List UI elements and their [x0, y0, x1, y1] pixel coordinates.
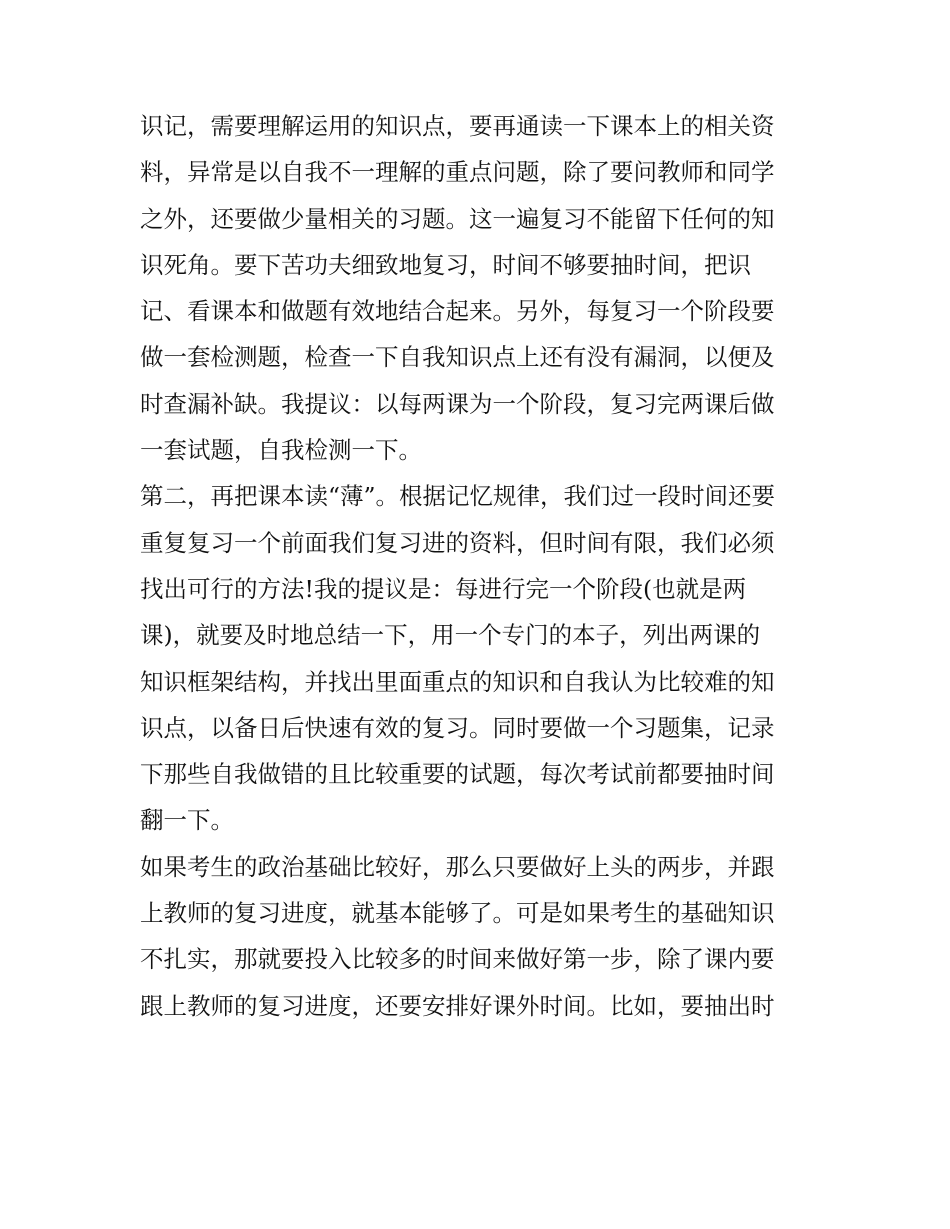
- text-line: 上教师的复习进度，就基本能够了。可是如果考生的基础知识: [140, 899, 775, 928]
- text-line: 识死角。要下苦功夫细致地复习，时间不够要抽时间，把识: [140, 250, 751, 279]
- text-line: 课)，就要及时地总结一下，用一个专门的本子，列出两课的: [140, 621, 761, 650]
- text-line: 料，异常是以自我不一理解的重点问题，除了要问教师和同学: [140, 158, 775, 187]
- text-line: 重复复习一个前面我们复习进的资料，但时间有限，我们必须: [140, 528, 775, 557]
- text-line: 不扎实，那就要投入比较多的时间来做好第一步，除了课内要: [140, 945, 775, 974]
- text-line: 知识框架结构，并找出里面重点的知识和自我认为比较难的知: [140, 667, 775, 696]
- text-line: 做一套检测题，检查一下自我知识点上还有没有漏洞，以便及: [140, 343, 775, 372]
- text-line: 翻一下。: [140, 806, 234, 835]
- body-text: [140, 103, 820, 1029]
- text-line: 跟上教师的复习进度，还要安排好课外时间。比如，要抽出时: [140, 991, 775, 1020]
- text-line: 记、看课本和做题有效地结合起来。另外，每复习一个阶段要: [140, 297, 775, 326]
- text-line: 如果考生的政治基础比较好，那么只要做好上头的两步，并跟: [140, 852, 775, 881]
- text-line: 一套试题，自我检测一下。: [140, 436, 422, 465]
- text-line: 之外，还要做少量相关的习题。这一遍复习不能留下任何的知: [140, 204, 775, 233]
- text-line: 下那些自我做错的且比较重要的试题，每次考试前都要抽时间: [140, 760, 775, 789]
- text-line: 第二，再把课本读“薄”。根据记忆规律，我们过一段时间还要: [140, 482, 776, 511]
- text-line: 识记，需要理解运用的知识点，要再通读一下课本上的相关资: [140, 112, 775, 140]
- text-line: 找出可行的方法!我的提议是：每进行完一个阶段(也就是两: [140, 574, 747, 603]
- text-line: 识点，以备日后快速有效的复习。同时要做一个习题集，记录: [140, 713, 775, 742]
- text-line: 时查漏补缺。我提议：以每两课为一个阶段，复习完两课后做: [140, 389, 775, 418]
